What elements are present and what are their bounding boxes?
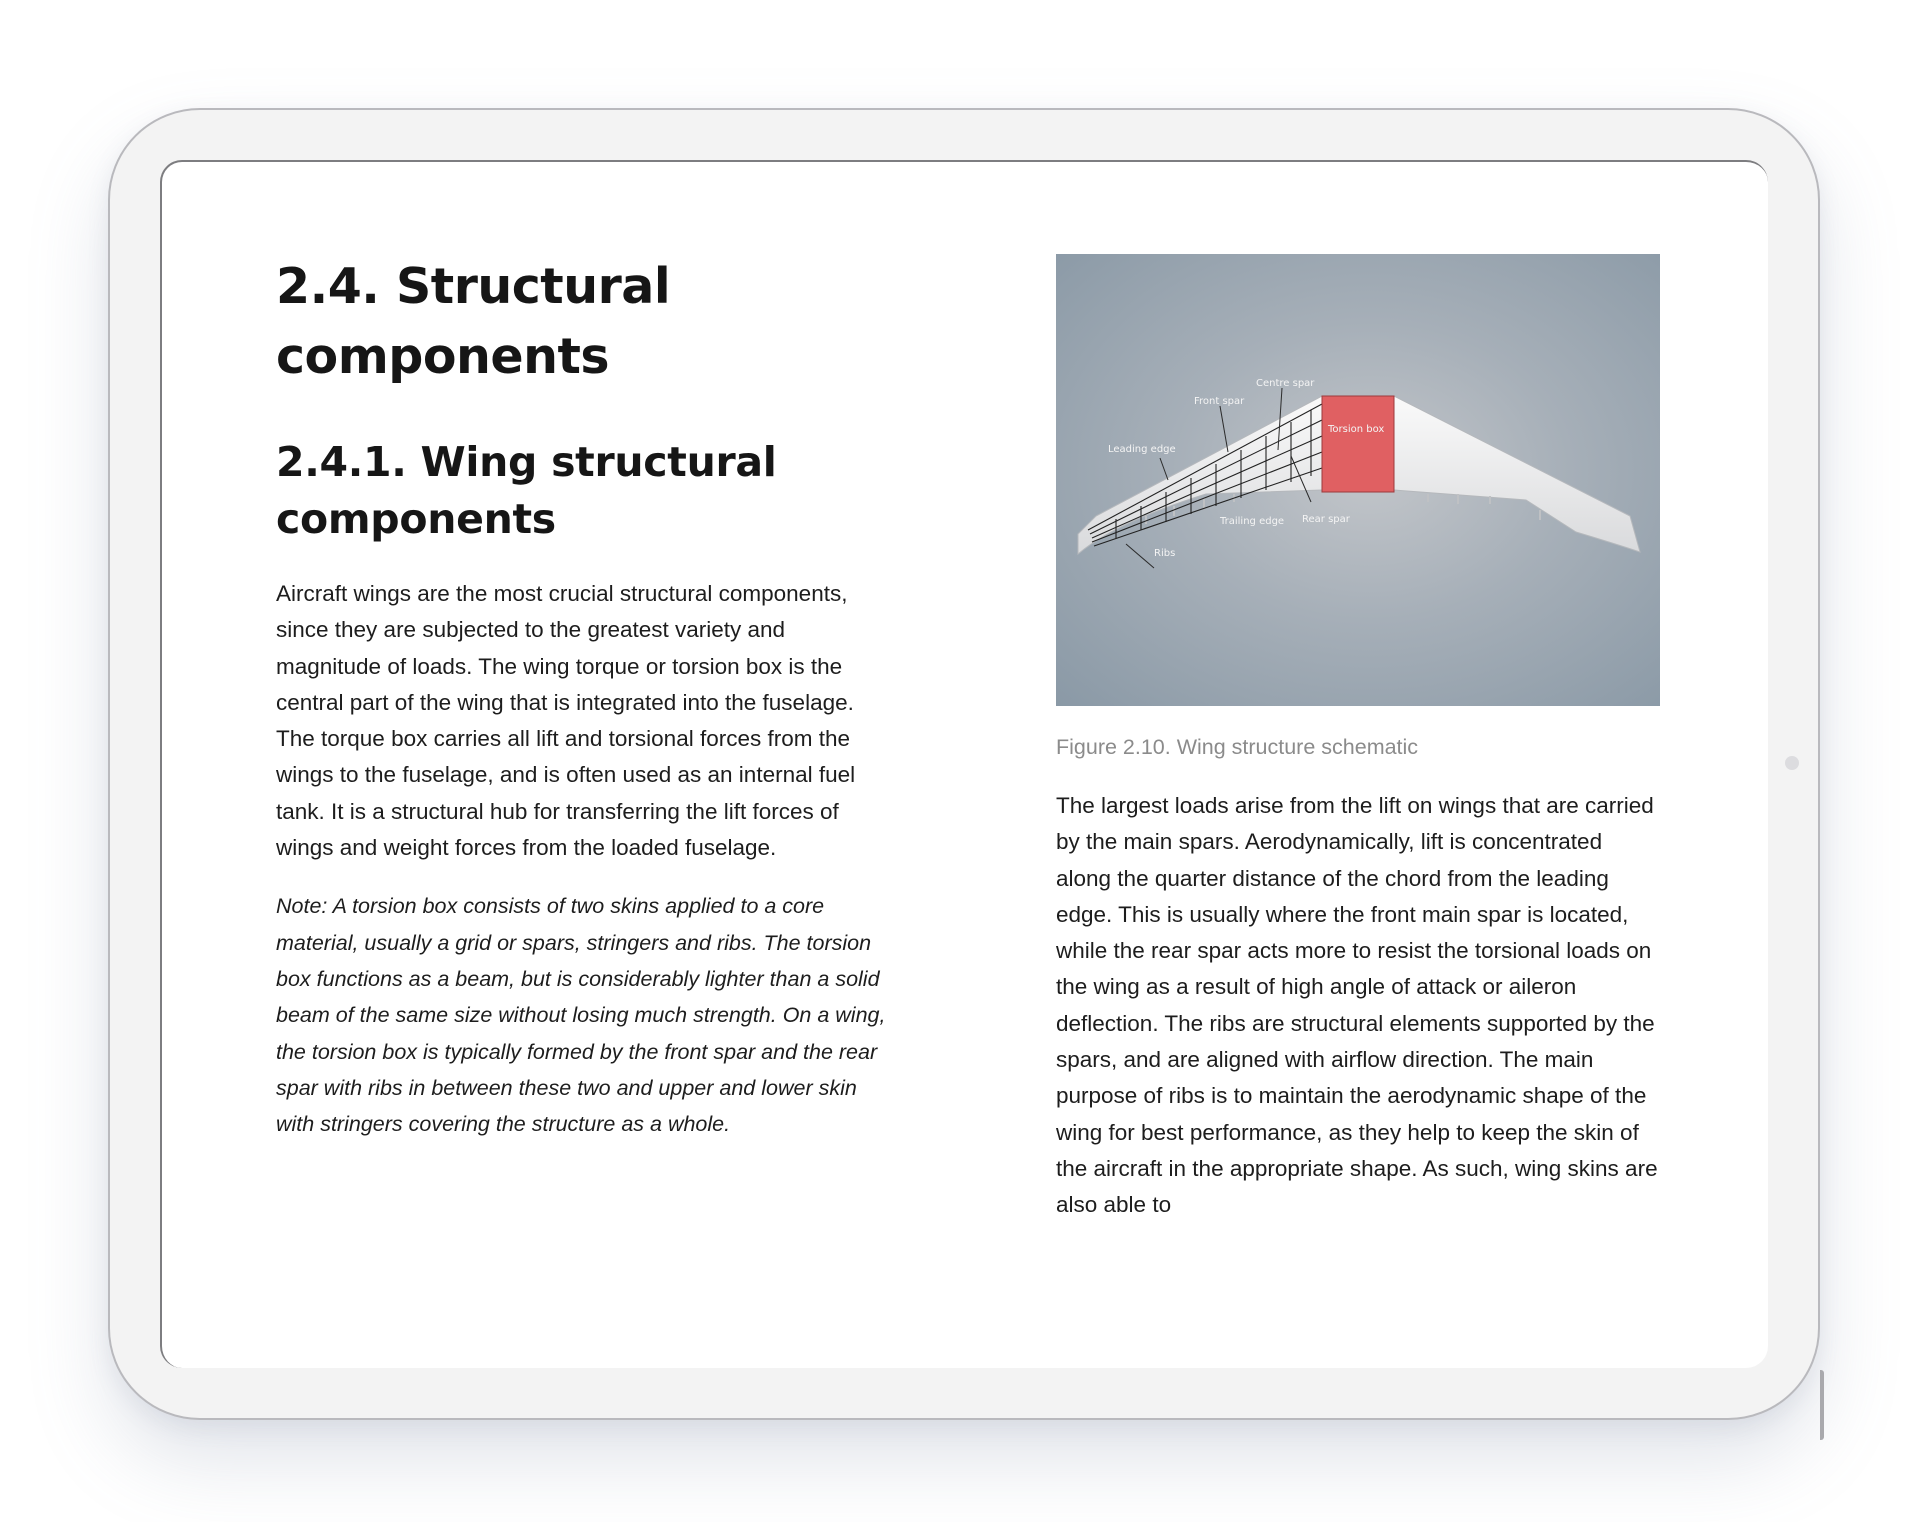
camera-dot [1785, 756, 1799, 770]
label-leading-edge: Leading edge [1108, 444, 1176, 455]
label-ribs: Ribs [1154, 548, 1176, 559]
tablet-screen [160, 160, 1768, 1368]
label-centre-spar: Centre spar [1256, 378, 1315, 389]
label-rear-spar: Rear spar [1302, 514, 1350, 525]
right-column [1056, 254, 1660, 1224]
section-title: 2.4. Structural components [276, 258, 671, 385]
torsion-box [1322, 396, 1394, 492]
left-column [276, 252, 888, 1142]
subsection-title: 2.4.1. Wing structural components [276, 438, 777, 543]
label-trailing-edge: Trailing edge [1220, 516, 1285, 527]
intro-paragraph: Aircraft wings are the most crucial structural components, since they are subjected to the greatest variety and magnitude of loads. The wing torque or torsion box is the central part of the wing that is integrated into the fuselage. The torque box carries all lift and torsional forces from the wings to the fuselage, and is often used as an internal fuel tank. It is a structural hub for transferring the lift forces of wings and weight forces from the loaded fuselage. [276, 581, 856, 861]
figure-caption: Figure 2.10. Wing structure schematic [1056, 735, 1419, 759]
main-paragraph: The largest loads arise from the lift on wings that are carried by the main spars. Aerodynamically, lift is concentrated along the quarter distance of the chord from the leading edge. This is usually where the front main spar is located, while the rear spar acts more to resist the torsional loads on the wing as a result of high angle of attack or aileron deflection. The ribs are structural elements supported by the spars, and are aligned with airflow direction. The main purpose of ribs is to maintain the aerodynamic shape of the wing for best performance, as they help to keep the skin of the aircraft in the appropriate shape. As such, wing skins are also able to [1056, 793, 1658, 1218]
wing-structure-figure [1056, 254, 1660, 706]
note-paragraph: Note: A torsion box consists of two skins applied to a core material, usually a grid or spars, stringers and ribs. The torsion box functions as a beam, but is considerably lighter than a solid beam of the same size without losing much strength. On a wing, the torsion box is typically formed by the front spar and the rear spar with ribs in between these two and upper and lower skin with stringers covering the structure as a whole. [276, 894, 886, 1137]
side-button[interactable] [1820, 1370, 1824, 1440]
wing-schematic [1056, 254, 1660, 706]
label-front-spar: Front spar [1194, 396, 1245, 407]
label-torsion-box: Torsion box [1328, 424, 1385, 435]
